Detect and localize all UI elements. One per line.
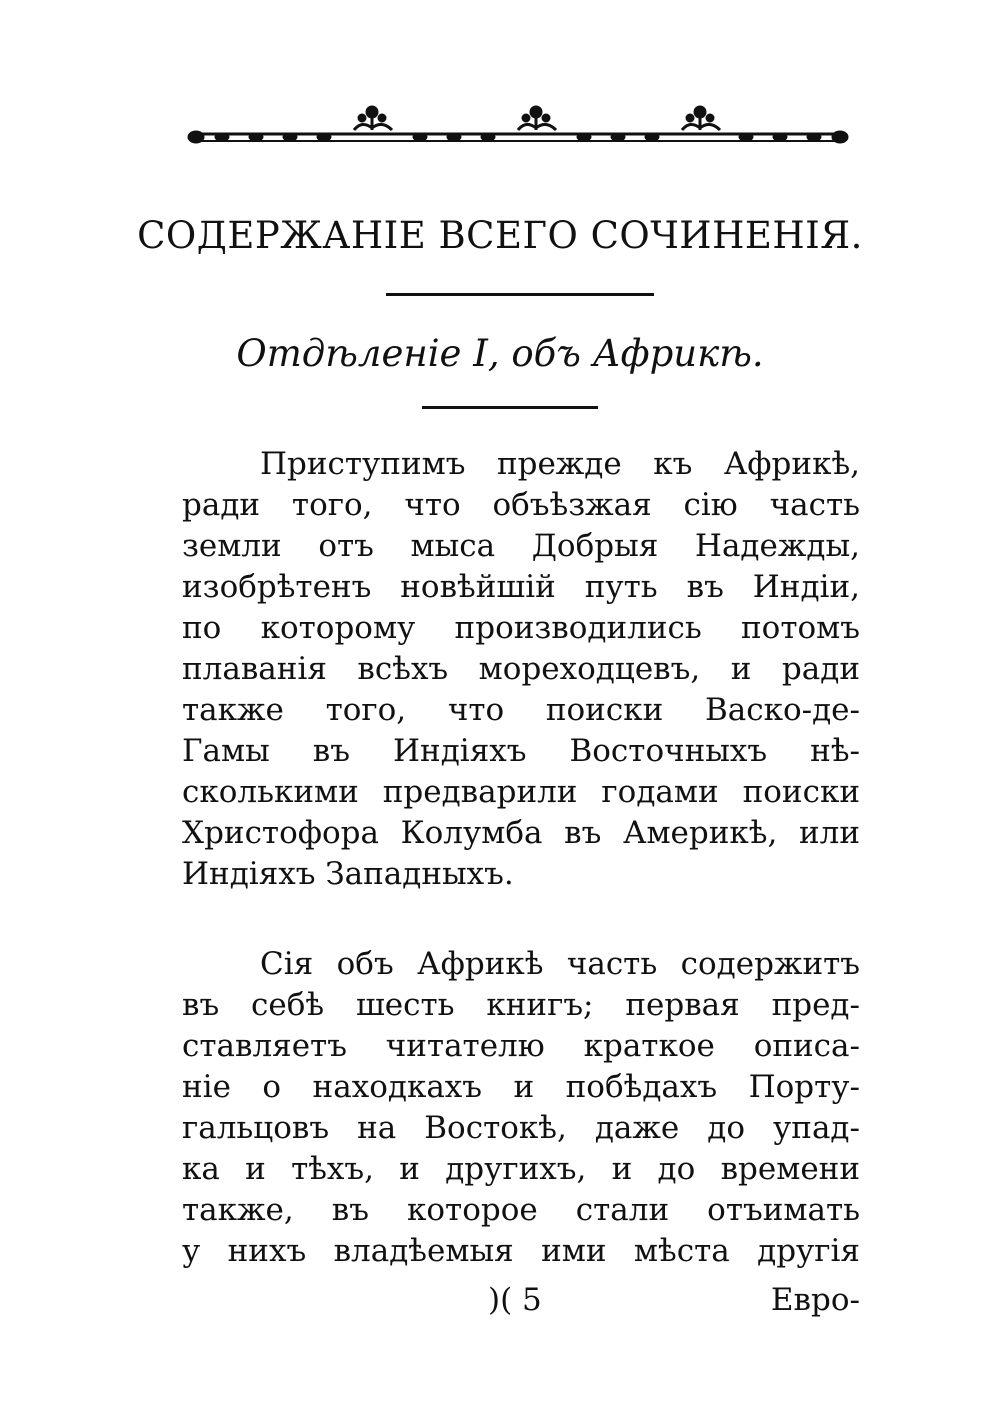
text-line: Сія объ Африкѣ часть содержитъ bbox=[260, 946, 860, 982]
text-line: также, въ которое стали отъимать bbox=[182, 1192, 860, 1228]
text-line: Гамы въ Индіяхъ Восточныхъ нѣ- bbox=[182, 733, 860, 769]
page-title: СОДЕРЖАНІЕ ВСЕГО СОЧИНЕНІЯ. bbox=[137, 214, 863, 257]
page-number: )( 5 bbox=[488, 1282, 542, 1318]
text-line: гальцовъ на Востокѣ, даже до упад- bbox=[182, 1110, 860, 1146]
text-line: земли отъ мыса Добрыя Надежды, bbox=[182, 528, 860, 564]
text-line: ніе о находкахъ и побѣдахъ Порту- bbox=[182, 1069, 860, 1105]
text-line: ради того, что объѣзжая сію часть bbox=[182, 487, 860, 523]
text-line: у нихъ владѣемыя ими мѣста другія bbox=[182, 1233, 860, 1269]
text-line: ка и тѣхъ, и другихъ, и до времени bbox=[182, 1151, 860, 1187]
section-divider bbox=[422, 406, 598, 409]
title-divider bbox=[386, 293, 654, 296]
text-line: Индіяхъ Западныхъ. bbox=[182, 856, 514, 892]
text-line: Приступимъ прежде къ Африкѣ, bbox=[260, 446, 860, 482]
text-line: изобрѣтенъ новѣйшій путь въ Индіи, bbox=[182, 569, 860, 605]
text-line: въ себѣ шесть книгъ; первая пред- bbox=[182, 987, 860, 1023]
decorative-ornament-band bbox=[186, 100, 850, 160]
text-line: сколькими предварили годами поиски bbox=[182, 774, 860, 810]
paragraph-2 bbox=[182, 944, 860, 1272]
text-line: ставляетъ читателю краткое описа- bbox=[182, 1028, 860, 1064]
paragraph-1 bbox=[182, 444, 860, 895]
section-heading: Отдѣленіе I, объ Африкѣ. bbox=[236, 332, 764, 375]
text-line: по которому производились потомъ bbox=[182, 610, 860, 646]
text-line: Христофора Колумба въ Америкѣ, или bbox=[182, 815, 860, 851]
text-line: плаванія всѣхъ мореходцевъ, и ради bbox=[182, 651, 860, 687]
catchword: Евро- bbox=[770, 1282, 860, 1318]
text-line: также того, что поиски Васко-де- bbox=[182, 692, 860, 728]
